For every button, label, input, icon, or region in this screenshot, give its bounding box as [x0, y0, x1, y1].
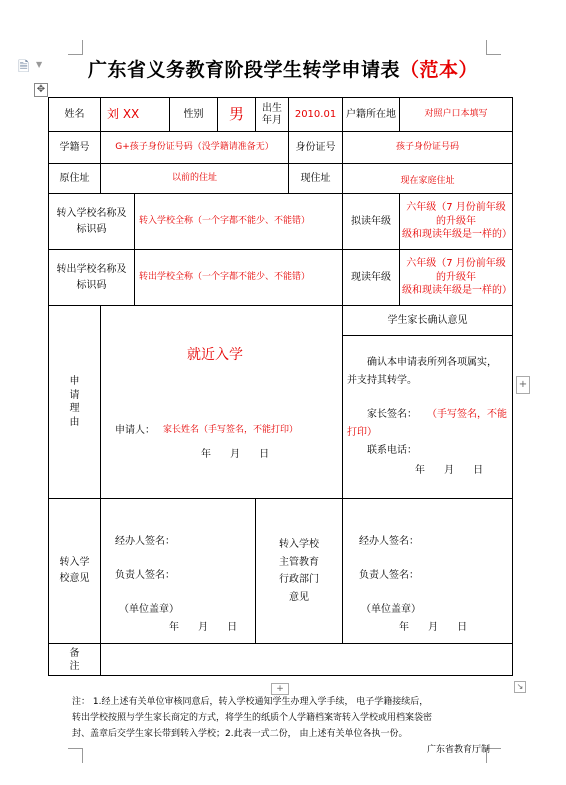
- parent-statement-line: 并支持其转学。: [347, 375, 418, 386]
- table-row: [49, 164, 513, 194]
- remarks-label: [49, 644, 101, 676]
- edu-dept-label-line: 行政部门: [279, 574, 320, 585]
- add-row-icon[interactable]: +: [271, 683, 289, 695]
- in-school-label-line: 标识码: [76, 223, 107, 235]
- remarks-label-char: 备: [69, 647, 80, 659]
- grade-hint-line: 级和现读年级是一样的）: [402, 229, 513, 241]
- remarks-value[interactable]: [101, 644, 513, 676]
- out-school-label-line: 标识码: [76, 279, 107, 291]
- id-value[interactable]: 孩子身份证号码: [343, 132, 513, 164]
- reason-label-char: 由: [69, 416, 80, 428]
- current-address-label: 现住址: [289, 164, 343, 194]
- seal-label: （单位盖章）: [361, 604, 422, 615]
- footnote-line: 封、盖章后交学生家长带到转入学校；2.此表一式二份， 由上述有关单位各执一份。: [72, 729, 408, 739]
- edu-dept-label-line: 主管教育: [279, 556, 320, 568]
- table-resize-icon[interactable]: ↘: [514, 681, 526, 693]
- page-title: [0, 55, 566, 82]
- reason-label-char: 理: [69, 403, 80, 414]
- handler-sign-label: 经办人签名：: [115, 536, 175, 547]
- document-icon[interactable]: 🗎: [18, 59, 30, 75]
- edu-dept-opinion-label: [256, 499, 343, 644]
- in-school-label-line: 转入学校名称及: [56, 207, 127, 219]
- table-move-handle-icon[interactable]: ✥: [34, 83, 48, 97]
- in-school-label: [49, 194, 135, 250]
- birth-label: [256, 98, 289, 132]
- parent-sign-value: 打印）: [347, 427, 378, 438]
- reason-label-char: 请: [69, 389, 80, 401]
- birth-label-line: 年月: [262, 114, 283, 126]
- table-row: [49, 194, 513, 250]
- hukou-label: 户籍所在地: [343, 98, 400, 132]
- id-label: 身份证号: [289, 132, 343, 164]
- title-text: 广东省义务教育阶段学生转学申请表: [87, 59, 400, 81]
- footnote-line: 注： 1.经上述有关单位审核同意后，转入学校通知学生办理入学手续， 电子学籍接续后，: [72, 697, 429, 707]
- student-no-label: 学籍号: [49, 132, 101, 164]
- out-school-label: [49, 250, 135, 306]
- old-address-label: 原住址: [49, 164, 101, 194]
- grade-hint-line: 级和现读年级是一样的）: [402, 285, 513, 297]
- table-row: [49, 306, 513, 336]
- edu-dept-label-line: 意见: [289, 591, 310, 603]
- table-row: [49, 250, 513, 306]
- reason-value: 就近入学: [187, 347, 243, 363]
- reason-date: 年 月 日: [201, 449, 270, 460]
- current-grade-value[interactable]: [400, 250, 513, 306]
- opinion-label-line: 校意见: [59, 573, 90, 584]
- applicant-label: 申请人：: [115, 425, 155, 436]
- table-row: [49, 644, 513, 676]
- parent-phone-label: 联系电话：: [367, 445, 418, 456]
- table-row: [49, 499, 513, 644]
- reason-cell[interactable]: [101, 306, 343, 499]
- footnote: [72, 694, 490, 758]
- crop-mark-top-right: [486, 40, 501, 55]
- gender-label: 性别: [170, 98, 218, 132]
- parent-opinion-cell[interactable]: [343, 336, 513, 499]
- in-school-value[interactable]: 转入学校全称（一个字都不能少、不能错）: [135, 194, 343, 250]
- birth-label-line: 出生: [262, 102, 283, 114]
- planned-grade-value[interactable]: [400, 194, 513, 250]
- out-school-value[interactable]: 转出学校全称（一个字都不能少、不能错）: [135, 250, 343, 306]
- crop-mark-top-left: [68, 40, 83, 55]
- parent-date: 年 月 日: [415, 465, 484, 476]
- footnote-line: 转出学校按照与学生家长商定的方式，将学生的纸质个人学籍档案寄转入学校或用档案袋密: [72, 713, 433, 723]
- handler-sign-label: 经办人签名：: [359, 536, 420, 547]
- applicant-value: 家长姓名（手写签名，不能打印）: [163, 425, 299, 435]
- grade-hint-line: 六年级（7 月份前年级的升级年: [406, 258, 506, 283]
- old-address-value[interactable]: 以前的住址: [101, 164, 289, 194]
- add-column-icon[interactable]: +: [516, 376, 530, 394]
- chevron-down-icon[interactable]: ▼: [36, 60, 43, 69]
- application-form-table: [48, 97, 513, 676]
- opinion-label-line: 转入学: [59, 557, 90, 568]
- current-address-value[interactable]: 现在家庭住址: [343, 164, 513, 194]
- parent-sign-label: 家长签名：: [367, 409, 418, 420]
- edu-dept-opinion-cell[interactable]: [343, 499, 513, 644]
- planned-grade-label: 拟读年级: [343, 194, 400, 250]
- parent-sign-value: （手写签名，不能: [427, 409, 508, 420]
- hukou-value[interactable]: 对照户口本填写: [400, 98, 513, 132]
- reason-label-char: 申: [69, 376, 80, 387]
- in-school-opinion-cell[interactable]: [101, 499, 256, 644]
- parent-statement-line: 确认本申请表所列各项属实，: [367, 357, 498, 368]
- grade-hint-line: 六年级（7 月份前年级的升级年: [406, 202, 506, 227]
- remarks-label-char: 注: [69, 660, 80, 672]
- principal-sign-label: 负责人签名：: [359, 570, 420, 581]
- principal-sign-label: 负责人签名：: [115, 570, 175, 581]
- birth-value[interactable]: 2010.01: [289, 98, 343, 132]
- edu-dept-label-line: 转入学校: [279, 539, 320, 550]
- issuer-signature: 广东省教育厅制: [426, 745, 490, 755]
- current-grade-label: 现读年级: [343, 250, 400, 306]
- parent-header: 学生家长确认意见: [343, 306, 513, 336]
- table-row: [49, 132, 513, 164]
- opinion-date: 年 月 日: [169, 622, 238, 633]
- opinion-date: 年 月 日: [399, 622, 468, 633]
- reason-label: [49, 306, 101, 499]
- table-row: [49, 98, 513, 132]
- title-sample-tag: （范本）: [400, 59, 479, 81]
- out-school-label-line: 转出学校名称及: [56, 263, 127, 275]
- gender-value[interactable]: 男: [218, 98, 256, 132]
- name-value[interactable]: 刘 XX: [101, 98, 170, 132]
- seal-label: （单位盖章）: [119, 604, 179, 615]
- in-school-opinion-label: [49, 499, 101, 644]
- name-label: 姓名: [49, 98, 101, 132]
- student-no-value[interactable]: G+孩子身份证号码（没学籍请准备无）: [101, 132, 289, 164]
